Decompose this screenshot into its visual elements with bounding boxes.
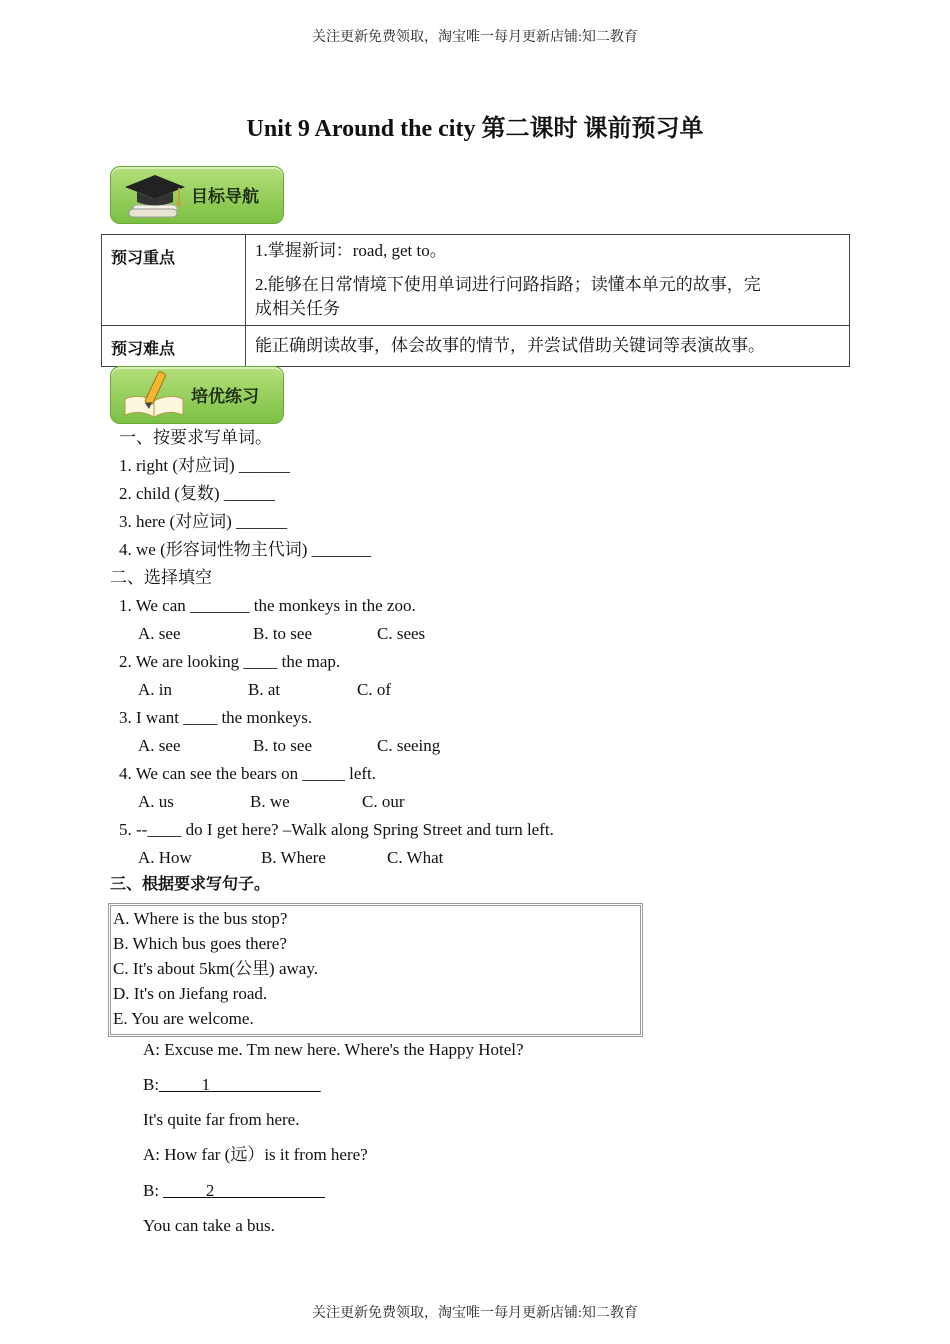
option-1a: A. see	[138, 624, 181, 643]
option-5c: C. What	[387, 848, 444, 867]
list-item: 2. child (复数) ______	[119, 484, 275, 503]
section2-heading: 二、选择填空	[110, 568, 212, 587]
section3-heading: 三、根据要求写句子。	[110, 874, 271, 893]
list-item: 3. here (对应词) ______	[119, 512, 288, 531]
book-pencil-icon	[119, 369, 189, 421]
option-4b: B. we	[250, 792, 290, 811]
option-1c: C. sees	[377, 624, 426, 643]
goals-key-content	[246, 235, 850, 326]
header-note: 关注更新免费领取，淘宝唯一每月更新店铺:知二教育	[312, 30, 638, 45]
table-row	[102, 326, 850, 367]
question-2: 2. We are looking ____ the map.	[119, 652, 341, 671]
list-item: 4. we (形容词性物主代词) _______	[119, 540, 372, 559]
goals-badge	[110, 166, 284, 224]
graduation-cap-icon	[119, 169, 189, 221]
table-row	[102, 235, 850, 326]
goals-difficulty-content	[246, 326, 850, 367]
answer-blank-1[interactable]: _____1_____________	[159, 1075, 321, 1094]
practice-badge-label: 培优练习	[191, 387, 259, 407]
goals-difficulty-label: 预习难点	[102, 326, 246, 367]
option-4c: C. our	[362, 792, 405, 811]
dialogue-speaker: B:	[143, 1075, 160, 1094]
section1-heading: 一、按要求写单词。	[119, 428, 272, 447]
list-item: 1. right (对应词) ______	[119, 456, 290, 475]
dialogue-line-4: A: How far (远）is it from here?	[143, 1145, 368, 1164]
goals-difficulty-line: 能正确朗读故事，体会故事的情节，并尝试借助关键词等表演故事。	[255, 336, 765, 355]
practice-badge	[110, 366, 284, 424]
goals-key-label: 预习重点	[102, 235, 246, 326]
dialogue-line-6: You can take a bus.	[143, 1216, 275, 1235]
question-5: 5. --____ do I get here? –Walk along Spring Street and turn left.	[119, 820, 554, 839]
option-1b: B. to see	[253, 624, 313, 643]
option-3b: B. to see	[253, 736, 313, 755]
goals-key-line: 1.掌握新词：road, get to。	[255, 241, 447, 260]
dialogue-line-5	[143, 1179, 325, 1203]
footer-note: 关注更新免费领取，淘宝唯一每月更新店铺:知二教育	[312, 1306, 638, 1321]
option-3a: A. see	[138, 736, 181, 755]
choice-c: C. It's about 5km(公里) away.	[113, 959, 318, 978]
choice-b: B. Which bus goes there?	[113, 934, 287, 953]
goals-key-line: 成相关任务	[255, 299, 340, 318]
option-5a: A. How	[138, 848, 192, 867]
answer-blank-2[interactable]: _____2_____________	[163, 1181, 325, 1200]
option-4a: A. us	[138, 792, 174, 811]
option-2b: B. at	[248, 680, 281, 699]
goals-key-line: 2.能够在日常情境下使用单词进行问路指路；读懂本单元的故事，完	[255, 275, 761, 294]
goals-table	[101, 234, 850, 367]
dialogue-line-3: It's quite far from here.	[143, 1110, 300, 1129]
question-4: 4. We can see the bears on _____ left.	[119, 764, 377, 783]
choice-d: D. It's on Jiefang road.	[113, 984, 268, 1003]
page-title: Unit 9 Around the city 第二课时 课前预习单	[246, 116, 704, 142]
answer-choices-box	[108, 903, 643, 1037]
choice-e: E. You are welcome.	[113, 1009, 254, 1028]
dialogue-line-2	[143, 1073, 321, 1097]
dialogue-line-1: A: Excuse me. Tm new here. Where's the Happy Hotel?	[143, 1040, 524, 1059]
goals-badge-label: 目标导航	[191, 187, 259, 207]
question-1: 1. We can _______ the monkeys in the zoo.	[119, 596, 416, 615]
option-2a: A. in	[138, 680, 172, 699]
question-3: 3. I want ____ the monkeys.	[119, 708, 313, 727]
option-5b: B. Where	[261, 848, 326, 867]
option-2c: C. of	[357, 680, 391, 699]
dialogue-speaker: B:	[143, 1181, 164, 1200]
option-3c: C. seeing	[377, 736, 441, 755]
choice-a: A. Where is the bus stop?	[113, 909, 288, 928]
